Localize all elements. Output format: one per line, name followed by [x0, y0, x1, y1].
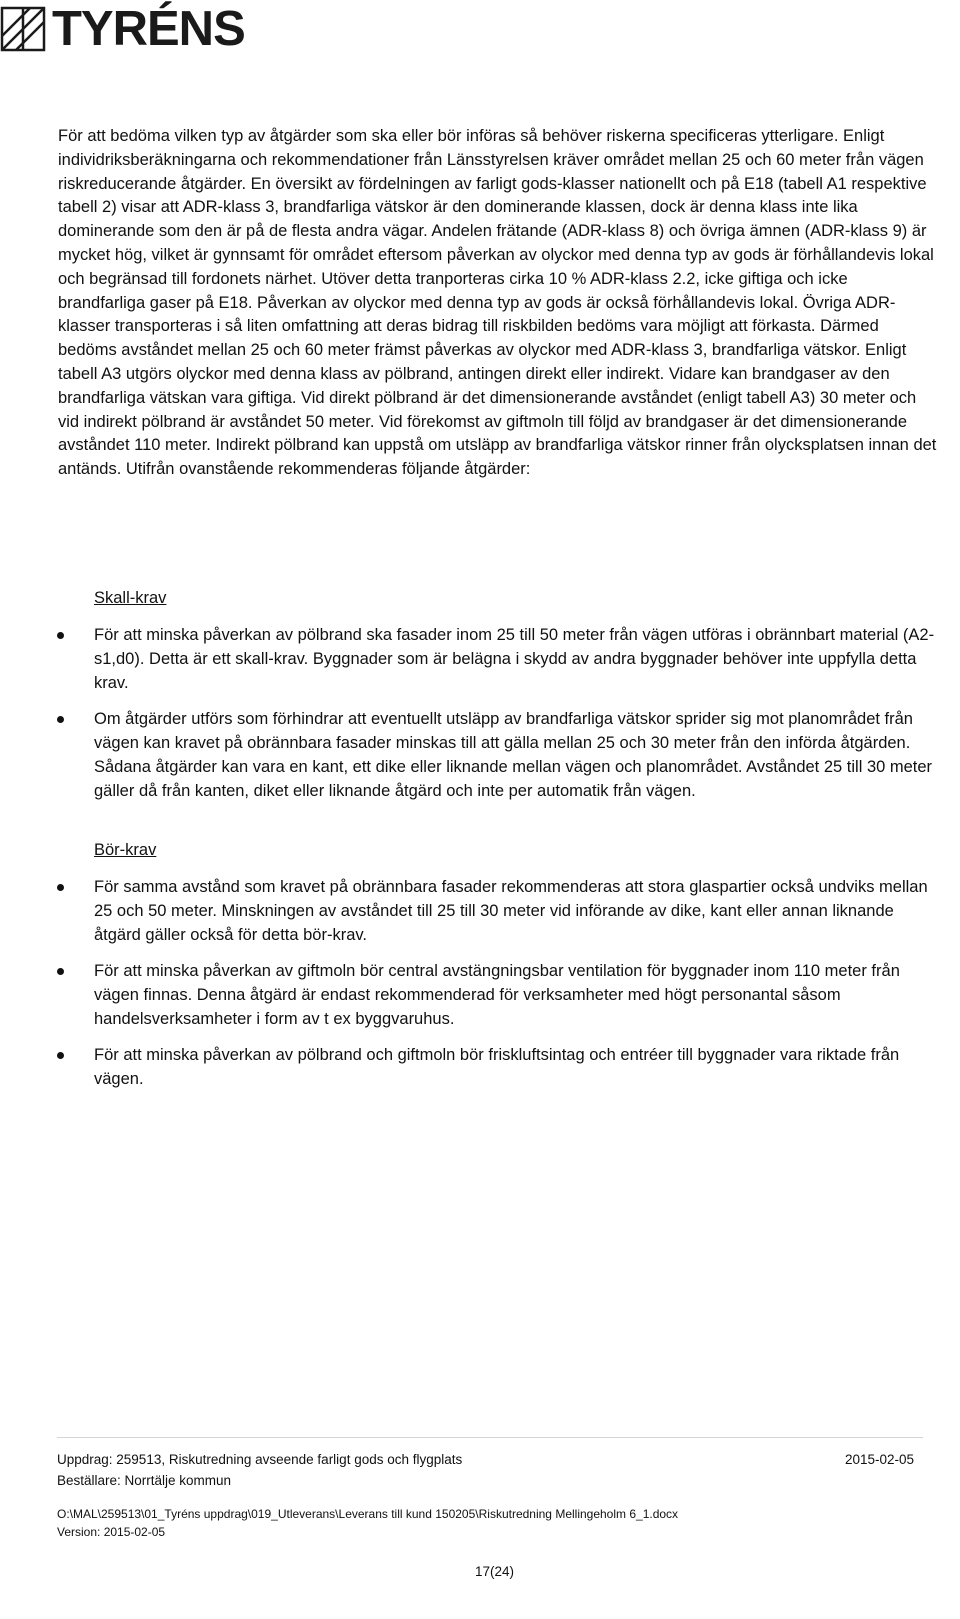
- bullet-icon: [57, 1052, 64, 1059]
- tyrens-logo-mark-icon: [0, 6, 46, 52]
- bor-krav-list: [0, 875, 960, 1103]
- list-item-text: För att minska påverkan av pölbrand och giftmoln bör friskluftsintag och entréer till byggnader vara riktade från vägen.: [94, 1046, 900, 1088]
- list-item-text: För att minska påverkan av giftmoln bör central avstängningsbar ventilation för byggnader inom 110 meter från vägen finnas. Denna åtgärd är endast rekommenderad för verksamheter med högt personantal såsom handelsverksamheter i form av t ex byggvaruhus.: [94, 962, 900, 1028]
- footer-date: 2015-02-05: [844, 1452, 914, 1467]
- list-item: [0, 1043, 939, 1091]
- list-item: [0, 959, 939, 1031]
- logo-wordmark: TYRÉNS: [52, 2, 245, 56]
- company-logo: [0, 4, 245, 54]
- list-item: [0, 875, 939, 947]
- bullet-icon: [57, 632, 64, 639]
- bullet-icon: [57, 884, 64, 891]
- bullet-icon: [57, 716, 64, 723]
- footer-client: Beställare: Norrtälje kommun: [57, 1473, 232, 1488]
- list-item-text: Om åtgärder utförs som förhindrar att eventuellt utsläpp av brandfarliga vätskor sprider sig mot planområdet från vägen kan kravet på obrännbara fasader minskas till att gälla mellan 25 och 30 meter från den införda åtgärden. Sådana åtgärder kan vara en kant, ett dike eller liknande mellan vägen och planområdet. Avståndet 25 till 30 meter gäller då från kanten, diket eller liknande åtgärd och inte per automatik från vägen.: [94, 710, 933, 800]
- footer-divider: [57, 1437, 923, 1438]
- bullet-icon: [57, 968, 64, 975]
- bor-krav-heading: Bör-krav: [94, 841, 157, 859]
- footer-assignment: Uppdrag: 259513, Riskutredning avseende farligt gods och flygplats: [57, 1452, 463, 1467]
- skall-krav-heading: Skall-krav: [94, 589, 167, 607]
- intro-paragraph: För att bedöma vilken typ av åtgärder som ska eller bör införas så behöver riskerna specificeras ytterligare. Enligt individriksberäkningarna och rekommendationer från Länsstyrelsen kräver området mellan 25 och 60 meter från vägen riskreducerande åtgärder. En översikt av fördelningen av farligt gods-klasser nationellt och på E18 (tabell A1 respektive tabell 2) visar att ADR-klass 3, brandfarliga vätskor är den dominerande klassen, dock är denna klass inte lika dominerande som den är på de flesta andra vägar. Andelen frätande (ADR-klass 8) och övriga ämnen (ADR-klass 9) är mycket hög, vilket är gynnsamt för området eftersom påverkan av olyckor med denna typ av gods är förhållandevis lokal och begränsad till fordonets närhet. Utöver detta tranporteras cirka 10 % ADR-klass 2.2, icke giftiga och icke brandfarliga gaser på E18. Påverkan av olyckor med denna typ av gods är också förhållandevis lokal. Övriga ADR-klasser transporteras i så liten omfattning att deras bidrag till riskbilden bedöms vara möjligt att förkasta. Därmed bedöms avståndet mellan 25 och 60 meter främst påverkas av olyckor med ADR-klass 3, brandfarliga vätskor. Enligt tabell A3 utgörs olyckor med denna klass av pölbrand, antingen direkt eller indirekt. Vidare kan brandgaser av den brandfarliga vätskan vara giftiga. Vid direkt pölbrand är det dimensionerande avståndet (enligt tabell A3) 30 meter och vid indirekt pölbrand är avståndet 50 meter. Vid förekomst av giftmoln till följd av brandgaser är det dimensionerande avståndet 110 meter. Indirekt pölbrand kan uppstå om utsläpp av brandfarliga vätskor rinner från olycksplatsen innan det antänds. Utifrån ovanstående rekommenderas följande åtgärder:: [58, 127, 937, 479]
- list-item: [0, 707, 939, 803]
- footer-page-number: 17(24): [475, 1564, 515, 1579]
- list-item-text: För samma avstånd som kravet på obrännbara fasader rekommenderas att stora glaspartier också undviks mellan 25 och 50 meter. Minskningen av avståndet till 25 till 30 meter vid införande av dike, kant eller annan liknande åtgärd gäller också för detta bör-krav.: [94, 878, 928, 944]
- skall-krav-list: [0, 623, 960, 815]
- list-item: [0, 623, 939, 695]
- list-item-text: För att minska påverkan av pölbrand ska fasader inom 25 till 50 meter från vägen utföras i obrännbart material (A2-s1,d0). Detta är ett skall-krav. Byggnader som är belägna i skydd av andra byggnader behöver inte uppfylla detta krav.: [94, 626, 935, 692]
- footer-file-path: O:\MAL\259513\01_Tyréns uppdrag\019_Utleverans\Leverans till kund 150205\Riskutredning Mellingeholm 6_1.docx: [57, 1507, 679, 1521]
- footer-version: Version: 2015-02-05: [57, 1525, 166, 1539]
